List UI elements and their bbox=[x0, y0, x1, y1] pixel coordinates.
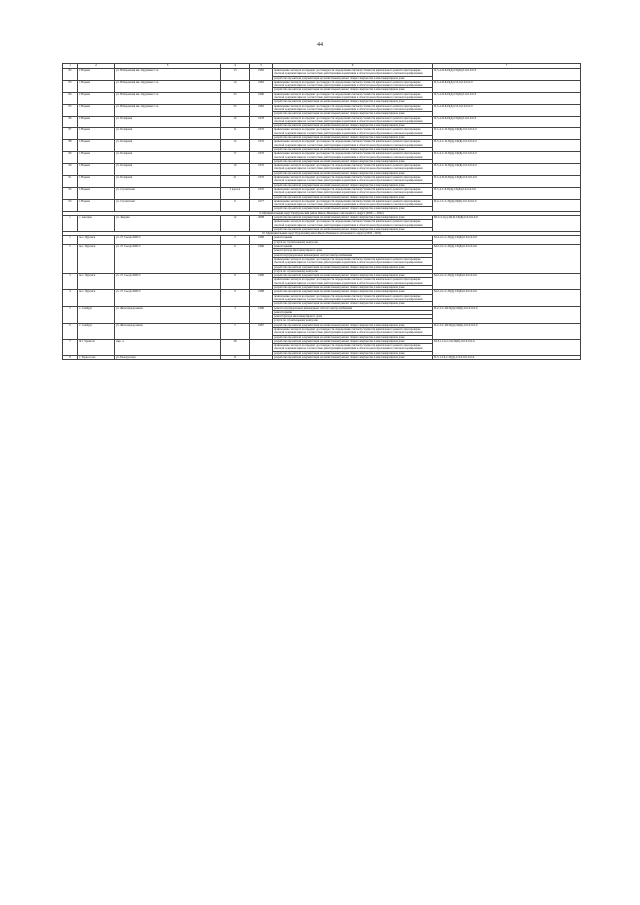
row-number: 91 bbox=[63, 176, 78, 188]
street-cell: ул. Железнодорожная bbox=[115, 323, 221, 339]
street-cell: ул. Набережная им. Оруджева С.А. bbox=[115, 80, 221, 92]
row-number: 88 bbox=[63, 140, 78, 152]
street-cell: ул. Полярная bbox=[115, 164, 221, 176]
house-cell: 23 bbox=[221, 92, 250, 104]
service-cell: разработка проектной документации на капитальный ремонт общего имущества в многоквартирном доме bbox=[273, 335, 433, 339]
row-number: 93 bbox=[63, 199, 78, 211]
table-row bbox=[63, 187, 581, 195]
house-cell: 17 bbox=[221, 152, 250, 164]
row-number: 7 bbox=[63, 339, 78, 355]
service-cell: разработка проектной документации на капитальный ремонт общего имущества в многоквартирном доме bbox=[273, 171, 433, 175]
house-cell: 6 bbox=[221, 199, 250, 211]
code-cell: П-5-4-С-П-П(Д)-СК(Б)-0-0-0-0-0-0 bbox=[433, 164, 581, 176]
street-cell: ул. Полярная bbox=[115, 176, 221, 188]
row-number: 6 bbox=[63, 323, 78, 339]
table-row bbox=[63, 128, 581, 136]
table-row bbox=[63, 339, 581, 343]
service-cell: разработка проектной документации на капитальный ремонт общего имущества в многоквартирном доме bbox=[273, 124, 433, 128]
street-cell: ул. Железнодорожная bbox=[115, 306, 221, 323]
col-header: 3 bbox=[115, 64, 221, 69]
service-cell: привлечение эксперта на предмет достоверности определения сметной стоимости капитального ремонта при проверке сметной документации на соответствие действующим нормативам в области ценообразования в сметном нормировании bbox=[273, 187, 433, 195]
code-cell: П-5-4-С-П-П(Д)-СК(Б)-0-0-0-0-0-0 bbox=[433, 152, 581, 164]
col-header: 7 bbox=[433, 64, 581, 69]
code-cell: П-5-4-П-8-П(Д)-СЛ-0-0-0-0-0-0 bbox=[433, 104, 581, 116]
row-number: 3 bbox=[63, 274, 78, 290]
service-cell: привлечение эксперта на предмет достоверности определения сметной стоимости капитального ремонта при проверке сметной документации на соответствие действующим нормативам в области ценообразования в сметном нормировании bbox=[273, 152, 433, 160]
code-cell: М-3-1-Св-С-П-СК(Б)-0-0-0-0-0-0 bbox=[433, 339, 581, 355]
table-row bbox=[63, 323, 581, 327]
year-cell bbox=[250, 356, 273, 360]
table-row bbox=[63, 290, 581, 294]
service-cell: разработка проектной документации на капитальный ремонт общего имущества в многоквартирном доме bbox=[273, 265, 433, 269]
year-cell: 1979 bbox=[250, 140, 273, 152]
table-row bbox=[63, 215, 581, 219]
service-cell: разработка проектной документации на капитальный ремонт общего имущества в многоквартирном доме bbox=[273, 88, 433, 92]
year-cell: 1987 bbox=[250, 323, 273, 339]
city-cell: г. Надым bbox=[78, 199, 115, 211]
service-cell: разработка проектной документации на капитальный ремонт общего имущества в многоквартирном доме bbox=[273, 112, 433, 116]
house-cell: 28 bbox=[221, 339, 250, 355]
service-cell: привлечение эксперта на предмет достоверности определения сметной стоимости капитального ремонта при проверке сметной документации на соответствие действующим нормативам в области ценообразования в сметном нормировании bbox=[273, 199, 433, 207]
year-cell: 1986 bbox=[250, 236, 273, 245]
service-cell: разработка проектной документации на капитальный ремонт общего имущества в многоквартирном доме bbox=[273, 323, 433, 327]
service-cell: разработка проектной документации на капитальный ремонт общего имущества в многоквартирном доме bbox=[273, 215, 433, 219]
service-cell: привлечение эксперта на предмет достоверности определения сметной стоимости капитального ремонта при проверке сметной документации на соответствие действующим нормативам в области ценообразования в сметном нормировании bbox=[273, 164, 433, 172]
service-cell: привлечение эксперта на предмет достоверности определения сметной стоимости капитального ремонта при проверке сметной документации на соответствие действующим нормативам в области ценообразования в сметном нормировании bbox=[273, 294, 433, 302]
city-cell: пгт. Уренгой bbox=[78, 339, 115, 355]
year-cell: 1986 bbox=[250, 245, 273, 274]
city-cell: г. Тарко-Сале bbox=[78, 356, 115, 360]
table-row bbox=[63, 306, 581, 310]
city-cell: г. Надым bbox=[78, 128, 115, 140]
code-cell: Ш-3-3-С(о)-Ш-П-СК(Б)-0-0-0-0-0-0 bbox=[433, 215, 581, 231]
col-header: 2 bbox=[78, 64, 115, 69]
street-cell: ул. Набережная им. Оруджева С.А. bbox=[115, 69, 221, 81]
row-number: 82 bbox=[63, 69, 78, 81]
city-cell: г. Надым bbox=[78, 104, 115, 116]
house-cell: 13 bbox=[221, 69, 250, 81]
service-cell: услуги по строительному контролю bbox=[273, 240, 433, 244]
table-body bbox=[63, 69, 581, 360]
street-cell: ул. 27 Съезда КПСС bbox=[115, 236, 221, 245]
service-cell: привлечение эксперта на предмет достоверности определения сметной стоимости капитального ремонта при проверке сметной документации на соответствие действующим нормативам в области ценообразования в сметном нормировании bbox=[273, 176, 433, 184]
house-cell: 11 bbox=[221, 356, 250, 360]
house-cell: 5 bbox=[221, 323, 250, 339]
street-cell: ул. Набережная им. Оруджева С.А. bbox=[115, 92, 221, 104]
service-cell: разработка проектной документации на капитальный ремонт общего имущества в многоквартирном доме bbox=[273, 290, 433, 294]
service-cell: привлечение эксперта на предмет достоверности определения сметной стоимости капитального ремонта при проверке сметной документации на соответствие действующим нормативам в области ценообразования в сметном нормировании bbox=[273, 220, 433, 228]
service-cell: разработка проектной документации на капитальный ремонт общего имущества в многоквартирном доме bbox=[273, 274, 433, 278]
row-number: 5 bbox=[63, 306, 78, 323]
table-row bbox=[63, 92, 581, 100]
service-cell: разработка проектной документации на капитальный ремонт общего имущества в многоквартирном доме bbox=[273, 159, 433, 163]
row-number: 87 bbox=[63, 128, 78, 140]
table-row bbox=[63, 176, 581, 184]
code-cell: П-5-4-С-П-П(Д)-СК(Б)-0-0-0-0-0-0 bbox=[433, 140, 581, 152]
street-cell: ул. Полярная bbox=[115, 128, 221, 140]
code-cell: П-2-3-С-Ш-П(Д)-СК(Б)-0-0-0-0-0-0 bbox=[433, 306, 581, 323]
year-cell: 1979 bbox=[250, 152, 273, 164]
house-cell: 11 bbox=[221, 128, 250, 140]
street-cell: ул. 27 Съезда КПСС bbox=[115, 245, 221, 274]
row-number: 83 bbox=[63, 80, 78, 92]
code-cell: П-5-4-С-П-П(Д)-СК(Б)-0-0-0-0-0-0 bbox=[433, 128, 581, 140]
year-cell: 1988 bbox=[250, 290, 273, 306]
row-number: 4 bbox=[63, 290, 78, 306]
year-cell: 1986 bbox=[250, 306, 273, 323]
service-cell: ремонт фасада многоквартирного дома bbox=[273, 249, 433, 253]
street-cell: ул. 27 Съезда КПСС bbox=[115, 274, 221, 290]
city-cell: г. Надым bbox=[78, 187, 115, 199]
house-cell: 19 bbox=[221, 164, 250, 176]
row-number: 8 bbox=[63, 356, 78, 360]
street-cell: ул. Полярная bbox=[115, 152, 221, 164]
year-cell: 1976 bbox=[250, 187, 273, 199]
city-cell: г. Надым bbox=[78, 164, 115, 176]
service-cell: услуги по строительному контролю bbox=[273, 319, 433, 323]
table-row bbox=[63, 80, 581, 88]
house-cell: 21 bbox=[221, 176, 250, 188]
house-cell: 2 корп.А bbox=[221, 187, 250, 199]
service-cell: привлечение эксперта на предмет достоверности определения сметной стоимости капитального ремонта при проверке сметной документации на соответствие действующим нормативам в области ценообразования в сметном нормировании bbox=[273, 69, 433, 77]
service-cell: ремонт фасада многоквартирного дома bbox=[273, 315, 433, 319]
code-cell: П-5-4-С-8-П(Д)-СК(Б)-0-0-0-0-0-0 bbox=[433, 187, 581, 199]
row-number: 84 bbox=[63, 92, 78, 104]
table-row bbox=[63, 164, 581, 172]
table-row bbox=[63, 274, 581, 278]
service-cell: разработка проектной документации на капитальный ремонт общего имущества в многоквартирном доме bbox=[273, 227, 433, 231]
service-cell: привлечение эксперта на предмет достоверности определения сметной стоимости капитального ремонта при проверке сметной документации на соответствие действующим нормативам в области ценообразования в сметном нормировании bbox=[273, 328, 433, 336]
street-cell: ул. Строителей bbox=[115, 187, 221, 199]
service-cell: ремонт внутридомовых инженерных систем электроснабжения bbox=[273, 253, 433, 257]
code-cell: М-2-2-С-С-П(Д)-СК(Б)-0-0-0-0-0-0 bbox=[433, 245, 581, 274]
code-cell: П-5-4-П-8-П(Д)-СК(Б)-0-0-0-0-0-0 bbox=[433, 92, 581, 104]
house-cell: 25 bbox=[221, 104, 250, 116]
service-cell: привлечение эксперта на предмет достоверности определения сметной стоимости капитального ремонта при проверке сметной документации на соответствие действующим нормативам в области ценообразования в сметном нормировании bbox=[273, 116, 433, 124]
code-cell: П-5-4-П-8-П(Д)-СЛ-0-0-0-0-0-0 bbox=[433, 80, 581, 92]
year-cell: 1982 bbox=[250, 80, 273, 92]
page-number: 44 bbox=[317, 42, 323, 48]
service-cell: разработка проектной документации на капитальный ремонт общего имущества в многоквартирном доме bbox=[273, 76, 433, 80]
repair-program-table bbox=[62, 63, 581, 360]
col-header: 1 bbox=[63, 64, 78, 69]
service-cell: разработка проектной документации на капитальный ремонт общего имущества в многоквартирном доме bbox=[273, 100, 433, 104]
street-cell: ул. Полярная bbox=[115, 116, 221, 128]
street-cell: ул. Набережная им. Оруджева С.А. bbox=[115, 104, 221, 116]
city-cell: г. Надым bbox=[78, 116, 115, 128]
service-cell: привлечение эксперта на предмет достоверности определения сметной стоимости капитального ремонта при проверке сметной документации на соответствие действующим нормативам в области ценообразования в сметном нормировании bbox=[273, 140, 433, 148]
city-cell: пос. Пуровск bbox=[78, 290, 115, 306]
service-cell: ремонт внутридомовых инженерных систем электроснабжения bbox=[273, 306, 433, 310]
service-cell: разработка проектной документации на капитальный ремонт общего имущества в многоквартирном доме bbox=[273, 183, 433, 187]
table-row bbox=[63, 152, 581, 160]
city-cell: г. Надым bbox=[78, 176, 115, 188]
row-number: 90 bbox=[63, 164, 78, 176]
service-cell: привлечение эксперта на предмет достоверности определения сметной стоимости капитального ремонта при проверке сметной документации на соответствие действующим нормативам в области ценообразования в сметном нормировании bbox=[273, 128, 433, 136]
row-number: 89 bbox=[63, 152, 78, 164]
service-cell: привлечение эксперта на предмет достоверности определения сметной стоимости капитального ремонта при проверке сметной документации на соответствие действующим нормативам в области ценообразования в сметном нормировании bbox=[273, 257, 433, 265]
service-cell: привлечение эксперта на предмет достоверности определения сметной стоимости капитального ремонта при проверке сметной документации на соответствие действующим нормативам в области ценообразования в сметном нормировании bbox=[273, 344, 433, 352]
code-cell: П-5-4-П-П-П(Д)-СК(Б)-0-0-0-0-0-0 bbox=[433, 176, 581, 188]
street-cell: ул. Зверева bbox=[115, 215, 221, 231]
service-cell: разработка проектной документации на капитальный ремонт общего имущества в многоквартирном доме bbox=[273, 136, 433, 140]
col-header: 4 bbox=[221, 64, 250, 69]
service-cell: разработка проектной документации на капитальный ремонт общего имущества в многоквартирном доме bbox=[273, 351, 433, 355]
code-cell: П-5-4-П-8-П(Д)-СК(Б)-0-0-0-0-0-0 bbox=[433, 116, 581, 128]
row-number: 92 bbox=[63, 187, 78, 199]
house-cell: 10 bbox=[221, 116, 250, 128]
city-cell: г. Надым bbox=[78, 140, 115, 152]
city-cell: г. Надым bbox=[78, 69, 115, 81]
section-title: 10. Муниципальный округ Пуровский район Ямало-Ненецкого автономного округа (2026 - 2022) bbox=[63, 232, 581, 236]
city-cell: с. Самбург bbox=[78, 306, 115, 323]
service-cell: разработка проектной документации на капитальный ремонт общего имущества в многоквартирном доме bbox=[273, 147, 433, 151]
year-cell bbox=[250, 339, 273, 355]
year-cell: 1978 bbox=[250, 116, 273, 128]
service-cell: привлечение эксперта на предмет достоверности определения сметной стоимости капитального ремонта при проверке сметной документации на соответствие действующим нормативам в области ценообразования в сметном нормировании bbox=[273, 104, 433, 112]
street-cell: ул. Белорусская bbox=[115, 356, 221, 360]
row-number: 1 bbox=[63, 215, 78, 231]
table-row bbox=[63, 199, 581, 207]
house-cell: 9 bbox=[221, 290, 250, 306]
service-cell: привлечение эксперта на предмет достоверности определения сметной стоимости капитального ремонта при проверке сметной документации на соответствие действующим нормативам в области ценообразования в сметном нормировании bbox=[273, 92, 433, 100]
service-cell: услуги по строительному контролю bbox=[273, 269, 433, 273]
code-cell: П-5-4-П-8-П(Д)-СК(Б)-0-0-0-0-0-0 bbox=[433, 69, 581, 81]
code-cell: П-2-3-С-Ш-П(Д)-СК(Б)-0-0-0-0-0-0 bbox=[433, 323, 581, 339]
year-cell: 1980 bbox=[250, 92, 273, 104]
col-header: 6 bbox=[273, 64, 433, 69]
year-cell: 1979 bbox=[250, 164, 273, 176]
city-cell: г. Надым bbox=[78, 92, 115, 104]
house-cell: 2 bbox=[221, 236, 250, 245]
row-number: 1 bbox=[63, 236, 78, 245]
year-cell: 1982 bbox=[250, 69, 273, 81]
service-cell: разработка проектной документации на капитальный ремонт общего имущества в многоквартирном доме bbox=[273, 286, 433, 290]
year-cell: 2008 bbox=[250, 215, 273, 231]
service-cell: привлечение эксперта на предмет достоверности определения сметной стоимости капитального ремонта при проверке сметной документации на соответствие действующим нормативам в области ценообразования в сметном нормировании bbox=[273, 278, 433, 286]
table-row bbox=[63, 69, 581, 77]
city-cell: пос. Пуровск bbox=[78, 236, 115, 245]
row-number: 85 bbox=[63, 104, 78, 116]
city-cell: пос. Пуровск bbox=[78, 245, 115, 274]
service-cell: ремонт крыши bbox=[273, 236, 433, 240]
service-cell: ремонт крыши bbox=[273, 245, 433, 249]
street-cell: мкр. 4 bbox=[115, 339, 221, 355]
code-cell: М-2-2-С-С-П(Д)-СК(Б)-0-0-0-0-0-0 bbox=[433, 236, 581, 245]
year-cell: 1979 bbox=[250, 176, 273, 188]
street-cell: ул. Полярная bbox=[115, 140, 221, 152]
service-cell: разработка проектной документации на капитальный ремонт общего имущества в многоквартирном доме bbox=[273, 195, 433, 199]
house-cell: 12 bbox=[221, 215, 250, 231]
city-cell: с. Аксарка bbox=[78, 215, 115, 231]
house-cell: 14 bbox=[221, 80, 250, 92]
row-number: 2 bbox=[63, 245, 78, 274]
year-cell: 1977 bbox=[250, 199, 273, 211]
row-number: 86 bbox=[63, 116, 78, 128]
year-cell: 1986 bbox=[250, 274, 273, 290]
code-cell: П-3-1-Св-С-П(Д)-СЛ-0-0-0-0-0-0 bbox=[433, 356, 581, 360]
code-cell: П-4-1-С-С-П(Д)-СК(Б)-0-0-0-0-0-0 bbox=[433, 199, 581, 211]
city-cell: пос. Пуровск bbox=[78, 274, 115, 290]
table-row bbox=[63, 116, 581, 124]
code-cell: М-2-2-С-С-П(Д)-СК(Б)-0-0-0-0-0-0 bbox=[433, 290, 581, 306]
table-row bbox=[63, 356, 581, 360]
code-cell: М-2-2-С-С-П(Д)-СК(Б)-0-0-0-0-0-0 bbox=[433, 274, 581, 290]
service-cell: разработка проектной документации на капитальный ремонт общего имущества в многоквартирном доме bbox=[273, 207, 433, 211]
city-cell: с. Самбург bbox=[78, 323, 115, 339]
city-cell: г. Надым bbox=[78, 80, 115, 92]
house-cell: 8 bbox=[221, 274, 250, 290]
table-row bbox=[63, 104, 581, 112]
service-cell: разработка проектной документации на капитальный ремонт общего имущества в многоквартирном доме bbox=[273, 302, 433, 306]
year-cell: 1982 bbox=[250, 104, 273, 116]
table-row bbox=[63, 140, 581, 148]
service-cell: разработка проектной документации на капитальный ремонт общего имущества в многоквартирном доме bbox=[273, 339, 433, 343]
city-cell: г. Надым bbox=[78, 152, 115, 164]
house-cell: 12 bbox=[221, 140, 250, 152]
house-cell: 6 bbox=[221, 245, 250, 274]
service-cell: привлечение эксперта на предмет достоверности определения сметной стоимости капитального ремонта при проверке сметной документации на соответствие действующим нормативам в области ценообразования в сметном нормировании bbox=[273, 80, 433, 88]
service-cell: разработка проектной документации на капитальный ремонт общего имущества в многоквартирном доме bbox=[273, 356, 433, 360]
service-cell: ремонт крыши bbox=[273, 310, 433, 314]
col-header: 5 bbox=[250, 64, 273, 69]
section-title: 9. Муниципальный округ Приуральский район Ямало-Ненецкого автономного округа (2026 — 2022) bbox=[63, 211, 581, 215]
year-cell: 1979 bbox=[250, 128, 273, 140]
house-cell: 3 bbox=[221, 306, 250, 323]
street-cell: ул. Строителей bbox=[115, 199, 221, 211]
street-cell: ул. 27 Съезда КПСС bbox=[115, 290, 221, 306]
